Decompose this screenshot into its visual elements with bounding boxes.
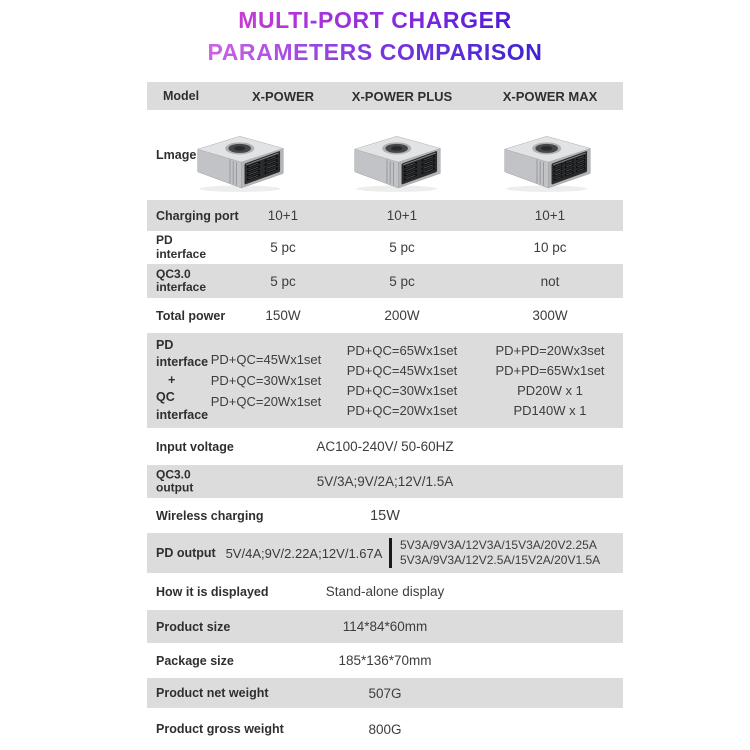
cell-value: 5 pc <box>389 273 415 289</box>
cell-value: 10+1 <box>386 208 418 223</box>
cell-value: 5V/4A;9V/2.22A;12V/1.67A <box>225 545 383 561</box>
row-label: QC3.0 output <box>156 467 194 495</box>
cell-value: 15W <box>370 507 400 524</box>
row-gross-weight <box>147 708 623 750</box>
cell-value: 10+1 <box>534 208 566 223</box>
row-label: Product gross weight <box>156 722 284 736</box>
row-package-size <box>147 643 623 678</box>
cell-value: 5 pc <box>389 240 415 255</box>
cell-value: 507G <box>368 685 402 701</box>
product-image-row <box>147 110 623 200</box>
cell-value: 5 pc <box>270 240 296 255</box>
cell-value: 5 pc <box>270 273 296 289</box>
row-label: Total power <box>156 308 226 323</box>
row-qc3-interface <box>147 264 623 298</box>
row-label: QC3.0 interface <box>156 266 207 294</box>
row-charging-port <box>147 200 623 231</box>
header-model-label: Model <box>163 89 200 103</box>
cell-value: 114*84*60mm <box>342 619 428 634</box>
row-how-displayed <box>147 573 623 610</box>
cell-value: PD+QC=65Wx1set PD+QC=45Wx1set PD+QC=30Wx1set PD+QC=20Wx1set <box>346 342 458 418</box>
charger-product-image-xpower <box>188 128 293 193</box>
row-wireless-charging <box>147 498 623 533</box>
row-label: PD interface + QC interface <box>156 337 209 422</box>
cell-value: 5V/3A;9V/2A;12V/1.5A <box>316 474 454 489</box>
charger-product-image-xpower-plus <box>345 128 450 193</box>
cell-value: PD+QC=45Wx1set PD+QC=30Wx1set PD+QC=20Wx1set <box>210 352 322 409</box>
header-col-xpower-plus: X-POWER PLUS <box>351 88 453 104</box>
row-label: Product size <box>156 619 231 634</box>
row-pd-interface <box>147 231 623 264</box>
row-input-voltage <box>147 428 623 465</box>
row-label: Charging port <box>156 208 239 223</box>
cell-value: 300W <box>532 308 568 323</box>
cell-value: 800G <box>368 721 402 737</box>
row-product-size <box>147 610 623 643</box>
title-line-2: PARAMETERS COMPARISON <box>207 39 543 65</box>
cell-value: Stand-alone display <box>325 584 445 599</box>
row-label: How it is displayed <box>156 584 269 599</box>
title-line-1: MULTI-PORT CHARGER <box>238 7 512 33</box>
row-qc3-output <box>147 465 623 498</box>
cell-value: not <box>540 273 560 289</box>
row-label: Package size <box>156 653 234 668</box>
row-total-power <box>147 298 623 333</box>
page-title <box>0 6 750 70</box>
row-net-weight <box>147 678 623 708</box>
row-label: Input voltage <box>156 439 234 454</box>
cell-value: 10+1 <box>267 208 299 223</box>
charger-product-image-xpower-max <box>495 128 600 193</box>
comparison-table <box>147 82 623 750</box>
image-row-label: Lmage <box>156 148 197 162</box>
row-label: Product net weight <box>156 686 269 700</box>
row-label: Wireless charging <box>156 508 264 523</box>
row-label: PD interface <box>156 233 207 261</box>
cell-value: PD+PD=20Wx3set PD+PD=65Wx1set PD20W x 1 PD140W x 1 <box>495 342 605 418</box>
table-header-row <box>147 82 623 110</box>
cell-value: AC100-240V/ 50-60HZ <box>316 439 454 454</box>
row-label: PD output <box>156 546 216 560</box>
cell-value: 200W <box>384 308 420 323</box>
divider-bar <box>389 538 392 568</box>
cell-value: 185*136*70mm <box>338 653 432 668</box>
header-col-xpower-max: X-POWER MAX <box>502 88 598 104</box>
cell-value: 150W <box>265 308 301 323</box>
row-pd-output <box>147 533 623 573</box>
row-pd-qc-interface <box>147 333 623 428</box>
cell-value: 5V3A/9V3A/12V3A/15V3A/20V2.25A 5V3A/9V3A/12V2.5A/15V2A/20V1.5A <box>400 538 601 567</box>
cell-value: 10 pc <box>533 240 567 255</box>
header-col-xpower: X-POWER <box>251 88 315 104</box>
